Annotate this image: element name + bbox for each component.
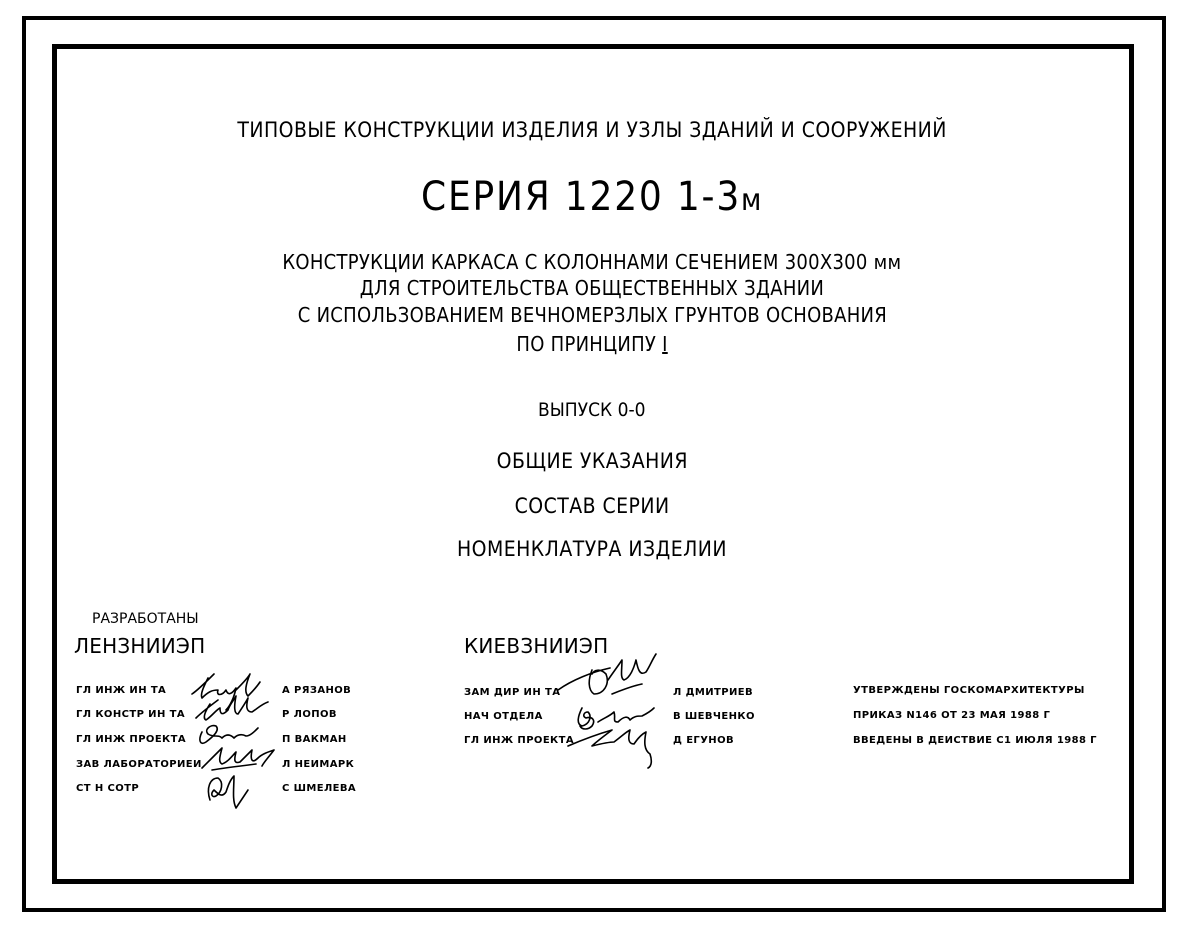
signatory-name: П ВАКМАН <box>282 734 347 745</box>
subtitle-line-4: ПО ПРИНЦИПУ I <box>516 332 668 356</box>
signatory-role: ГЛ КОНСТР ИН ТА <box>76 709 185 720</box>
signatory-name: С ШМЕЛЕВА <box>282 783 357 794</box>
signatory-name: Р ЛОПОВ <box>282 709 337 720</box>
signatory-role: ГЛ ИНЖ ИН ТА <box>76 685 167 696</box>
developer-org-kievzniiep: КИЕВЗНИИЭП <box>464 634 609 658</box>
signatory-role: НАЧ ОТДЕЛА <box>464 711 543 722</box>
signatory-name: А РЯЗАНОВ <box>282 685 352 696</box>
developed-label: РАЗРАБОТАНЫ <box>92 611 199 627</box>
issue-number: ВЫПУСК 0-0 <box>538 399 646 421</box>
series-title <box>0 174 1184 220</box>
developer-org-lenzniiep: ЛЕНЗНИИЭП <box>74 634 206 658</box>
approval-order: ПРИКАЗ N146 ОТ 23 МАЯ 1988 Г <box>853 710 1051 721</box>
signatory-role: ГЛ ИНЖ ПРОЕКТА <box>464 735 574 746</box>
signatory-name: В ШЕВЧЕНКО <box>673 711 755 722</box>
signatory-name: Л НЕИМАРК <box>282 759 355 770</box>
series-suffix: м <box>740 183 764 218</box>
approval-line-1: УТВЕРЖДЕНЫ ГОСКОМАРХИТЕКТУРЫ <box>853 685 1085 696</box>
approval-effective-date: ВВЕДЕНЫ В ДЕИСТВИЕ С1 ИЮЛЯ 1988 Г <box>853 735 1097 746</box>
series-number: СЕРИЯ 1220 1-3 <box>420 174 741 220</box>
series-header: ТИПОВЫЕ КОНСТРУКЦИИ ИЗДЕЛИЯ И УЗЛЫ ЗДАНИЙ И СООРУЖЕНИЙ <box>237 118 947 142</box>
signatory-role: ЗАМ ДИР ИН ТА <box>464 687 561 698</box>
signatory-role: ГЛ ИНЖ ПРОЕКТА <box>76 734 186 745</box>
signatory-name: Д ЕГУНОВ <box>673 735 734 746</box>
section-general: ОБЩИЕ УКАЗАНИЯ <box>496 449 688 473</box>
principle-roman: I <box>662 332 668 356</box>
signatory-role: ЗАВ ЛАБОРАТОРИЕИ <box>76 759 202 770</box>
section-composition: СОСТАВ СЕРИИ <box>514 494 670 518</box>
subtitle-line-1: КОНСТРУКЦИИ КАРКАСА С КОЛОННАМИ СЕЧЕНИЕМ 300Х300 мм <box>282 250 902 274</box>
subtitle-line-3: С ИСПОЛЬЗОВАНИЕМ ВЕЧНОМЕРЗЛЫХ ГРУНТОВ ОСНОВАНИЯ <box>297 303 887 327</box>
subtitle-line-2: ДЛЯ СТРОИТЕЛЬСТВА ОБЩЕСТВЕННЫХ ЗДАНИИ <box>359 276 825 300</box>
handwritten-signatures-lenzniiep <box>188 668 280 818</box>
signatory-role: СТ Н СОТР <box>76 783 140 794</box>
handwritten-signatures-kievzniiep <box>552 650 672 770</box>
section-nomenclature: НОМЕНКЛАТУРА ИЗДЕЛИИ <box>457 537 727 561</box>
signatory-name: Л ДМИТРИЕВ <box>673 687 753 698</box>
